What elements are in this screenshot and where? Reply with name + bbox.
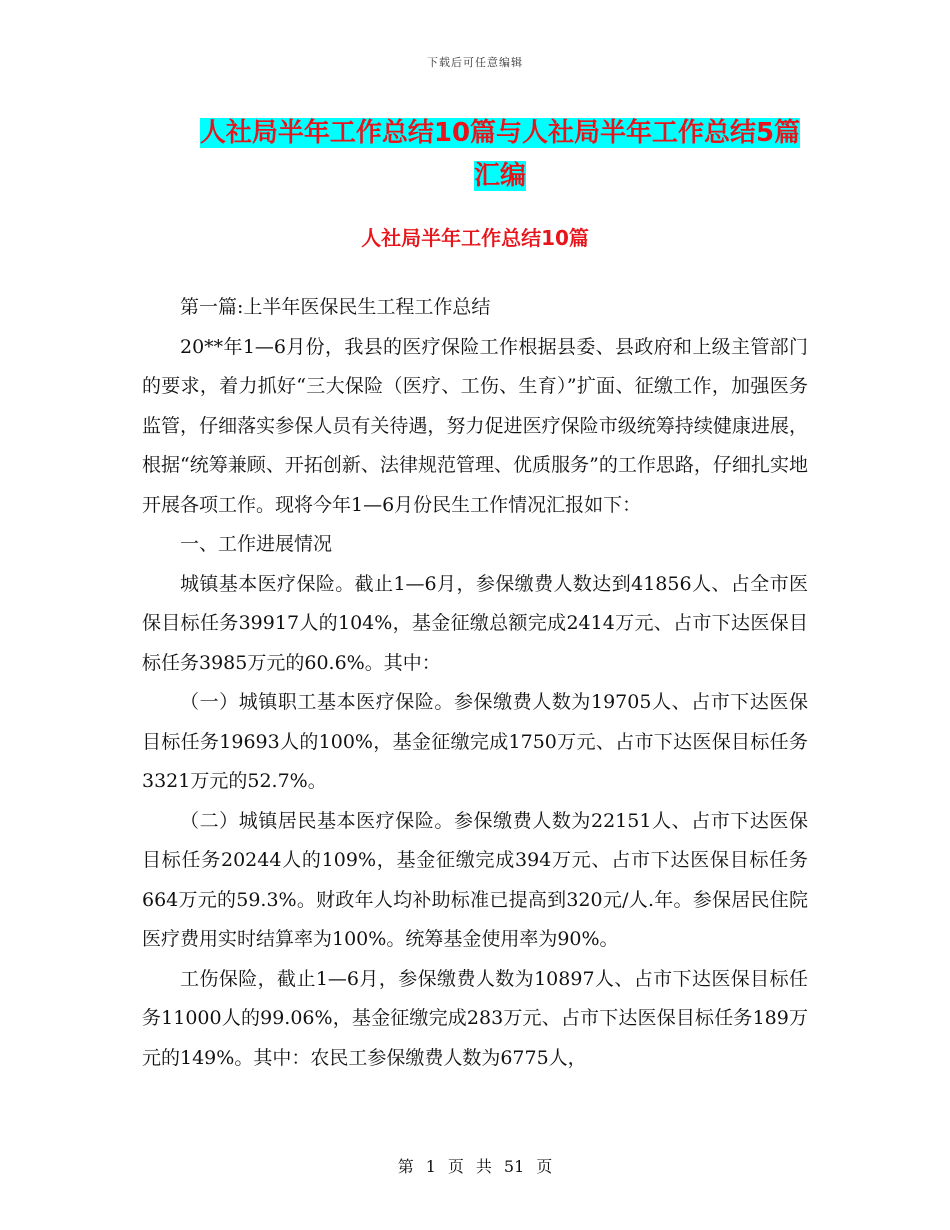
paragraph: 20**年1—6月份，我县的医疗保险工作根据县委、县政府和上级主管部门的要求，着力抓好“三大保险（医疗、工伤、生育）”扩面、征缴工作，加强医务监管，仔细落实参保人员有关待遇，努力促进医疗保险市级统筹持续健康进展，根据“统筹兼顾、开拓创新、法律规范管理、优质服务”的工作思路，仔细扎实地开展各项工作。现将今年1—6月份民生工作情况汇报如下： [142, 335, 808, 516]
document-title-line2: 汇编 [473, 161, 526, 191]
footer-total-label: 共 [475, 1157, 492, 1176]
footer-page-label: 页 [447, 1157, 464, 1176]
header-note: 下载后可任意编辑 [427, 56, 523, 69]
paragraph-section-heading: 一、工作进展情况 [180, 533, 333, 555]
document-body [142, 288, 808, 1078]
page-footer [0, 1154, 950, 1177]
footer-suffix: 页 [536, 1157, 553, 1176]
section-title: 人社局半年工作总结10篇 [361, 226, 589, 250]
document-title [190, 112, 810, 198]
paragraph: （二）城镇居民基本医疗保险。参保缴费人数为22151人、占市下达医保目标任务20244人的109%，基金征缴完成394万元、占市下达医保目标任务664万元的59.3%。财政年人均补助标准已提高到320元/人.年。参保居民住院医疗费用实时结算率为100%。统筹基金使用率为90%。 [142, 809, 808, 950]
footer-total-pages: 51 [503, 1157, 525, 1176]
footer-prefix: 第 [397, 1157, 414, 1176]
paragraph: （一）城镇职工基本医疗保险。参保缴费人数为19705人、占市下达医保目标任务19693人的100%，基金征缴完成1750万元、占市下达医保目标任务3321万元的52.7%。 [142, 691, 808, 792]
paragraph-heading: 第一篇:上半年医保民生工程工作总结 [180, 296, 491, 318]
footer-page-number: 1 [425, 1157, 436, 1176]
paragraph: 城镇基本医疗保险。截止1—6月，参保缴费人数达到41856人、占全市医保目标任务39917人的104%，基金征缴总额完成2414万元、占市下达医保目标任务3985万元的60.6%。其中： [142, 572, 808, 674]
document-title-line1: 人社局半年工作总结10篇与人社局半年工作总结5篇 [199, 118, 801, 148]
paragraph: 工伤保险，截止1—6月，参保缴费人数为10897人、占市下达医保目标任务11000人的99.06%，基金征缴完成283万元、占市下达医保目标任务189万元的149%。其中：农民工参保缴费人数为6775人， [142, 967, 808, 1069]
